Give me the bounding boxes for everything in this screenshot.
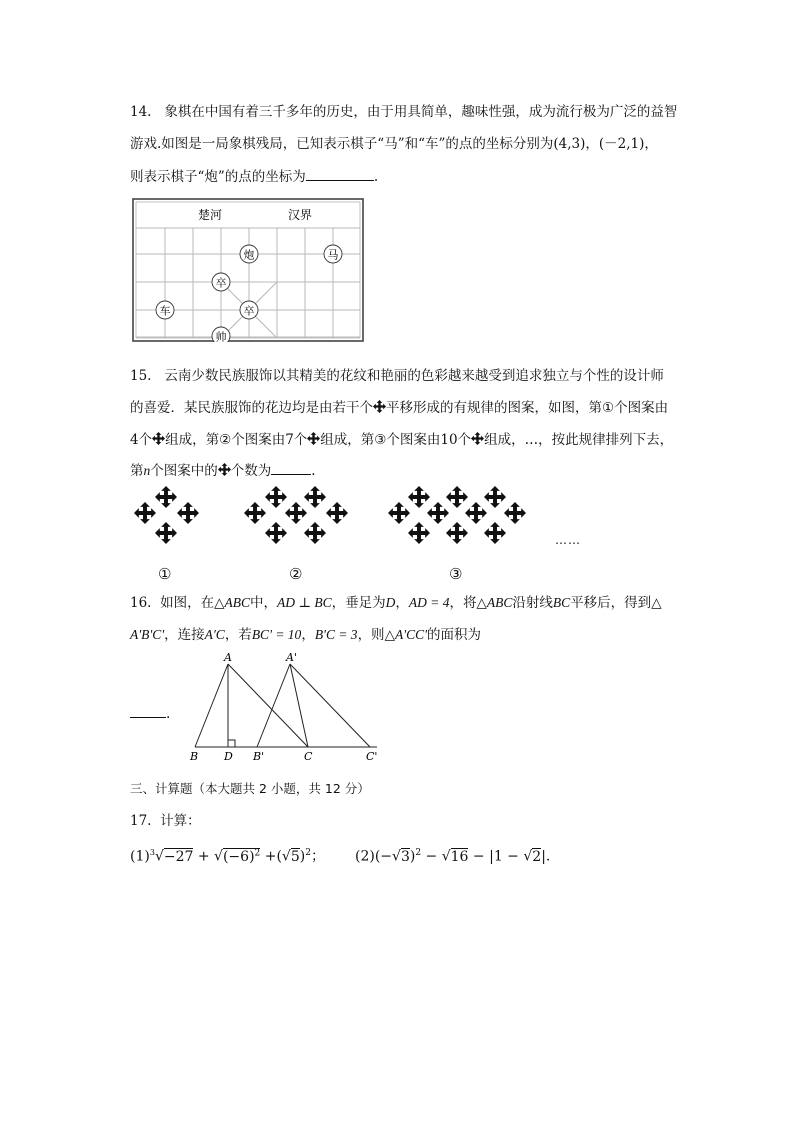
point-A1-label: A' [286,651,297,664]
radical-sign-icon: √ [392,848,401,865]
board-outer-frame [133,199,363,341]
q16-t1a: 如图，在 [160,595,215,611]
flower-icon [471,432,484,445]
point-B1-label: B' [253,750,265,763]
q16-line-1 [130,593,662,613]
q17-p2-label: (2)(− [355,848,393,865]
river-label-left: 楚河 [198,208,223,222]
q15-line-4 [130,460,316,481]
segment-AB [195,664,228,747]
chess-board-figure [132,198,364,342]
q17-p2-end: |. [541,848,551,865]
q17-p1-exp-3: 2 [305,848,311,858]
q16-t1d: 中， [249,595,277,611]
radical-sign-icon: √ [523,848,533,865]
q14-text-2: 游戏.如图是一局象棋残局，已知表示棋子“马”和“车”的点的坐标分别为(4,3)，(－2,1)， [130,136,658,152]
q17-p2-radicand-2: 16 [450,848,469,865]
cube-root-index: 3 [149,848,155,857]
flower-pattern-1 [132,484,204,554]
pattern-label-1: ① [158,565,172,583]
q17-p1-radicand-1: −27 [163,848,194,865]
radical-sign-icon: √ [441,848,451,865]
q16-answer-line [130,703,170,724]
right-angle-mark [228,740,235,747]
flower-icon [152,432,165,445]
q17-part-2 [355,843,550,867]
radical-sign-icon: √ [281,848,291,865]
q16-t2g: B'C = 3 [314,627,358,642]
flower-icon [218,463,231,476]
q16-t2b: ，连接 [164,627,205,643]
q15-text-3a: 4个 [130,432,153,448]
q15-text-1: 云南少数民族服饰以其精美的花纹和艳丽的色彩越来越受到追求独立与个性的设计师 [164,368,664,384]
q16-t2a: A'B'C' [130,627,165,642]
q15-line-1 [130,366,664,386]
q16-t2k: 的面积为 [426,627,481,643]
q15-text-3e: 个图案由10个 [386,432,472,448]
q14-answer-blank[interactable] [306,166,374,181]
q15-line-2 [130,398,668,418]
q17-line-1 [130,811,201,831]
point-B-label: B [190,750,199,763]
q15-text-4b: 个图案中的 [150,463,218,479]
q16-t2e: BC' = 10 [251,627,302,642]
q17-p2-minus: − [421,848,442,865]
q16-t1o: 平移后，得到 [570,595,652,611]
segment-AC [228,664,308,747]
segment-A1C [290,664,308,747]
pattern-label-3: ③ [449,565,463,583]
q15-text-4c: 个数为 [230,463,272,479]
svg-text:卒: 卒 [215,276,227,290]
q14-line-3 [130,166,378,187]
radical-sign-icon: √ [214,848,223,865]
q17-p1-label: (1) [130,848,150,865]
piece-pao [240,245,258,263]
q16-period: . [166,706,171,722]
segment-A1C1 [290,664,370,747]
q17-p2-close: ) [409,848,416,865]
q17-p2-radicand-1: 3 [400,848,410,865]
q17-number: 17. [130,813,152,829]
flower-pattern-2 [240,484,352,554]
point-C1-label: C' [366,750,378,763]
q14-period: . [373,169,379,185]
flower-pattern-3 [384,484,534,554]
q16-line-2 [130,625,481,645]
q14-text-1: 象棋在中国有着三千多年的历史，由于用具简单，趣味性强，成为流行极为广泛的益智 [164,104,678,120]
q16-number: 16. [130,595,152,611]
q16-t2i: △ [384,627,395,643]
q15-text-3b: 组成，第 [165,432,220,448]
q15-text-4a: 第 [130,463,144,479]
q17-p2-abs: − |1 − [468,848,524,865]
q15-text-2b: 平移形成的有规律的图案，如图，第 [386,400,602,416]
flower-icon [373,400,386,413]
segment-A1B1 [257,664,290,747]
q14-line-2 [130,134,658,154]
flower-icon [307,432,320,445]
q16-t1i: AD = 4 [408,595,450,610]
q16-t2h: ，则 [357,627,385,643]
q17-p2-radicand-3: 2 [532,848,542,865]
q16-t1k: △ [476,595,487,611]
variable-n: n [143,463,151,478]
q15-text-2a: 的喜爱．某民族服饰的花边均是由若干个 [130,400,373,416]
q17-p1-exp-2: 2 [254,848,261,858]
q16-t2c: A'C [204,627,225,642]
q17-prompt: 计算： [160,813,201,829]
q15-line-3 [130,430,673,450]
circled-two: ② [219,432,232,448]
q17-p1-plus-2: +( [260,848,282,865]
svg-text:车: 车 [159,304,171,318]
section-3-heading: 三、计算题（本大题共 2 小题，共 12 分） [130,781,370,796]
q15-text-2c: 个图案由 [614,400,669,416]
svg-text:卒: 卒 [243,304,255,318]
q17-p1-plus-1: + [193,848,215,865]
q16-t1c: ABC [224,595,250,610]
q17-p1-radicand-2-text: (−6) [222,848,255,865]
q16-t1h: ， [395,595,409,611]
q15-text-3f: 组成，…，按此规律排列下去， [484,432,674,448]
circled-three: ③ [374,432,387,448]
q17-p1-end: ； [310,848,325,865]
q14-number: 14. [130,104,152,120]
piece-che [156,301,174,319]
q17-part-1 [130,843,325,867]
river-label-right: 汉界 [288,208,313,222]
q16-t2d: ，若 [224,627,252,643]
piece-zu-1 [212,273,230,291]
q15-text-3d: 组成，第 [320,432,375,448]
q16-t1p: △ [651,595,662,611]
q17-p1-close: ) [299,848,306,865]
q15-period: . [311,463,316,479]
point-C-label: C [304,750,313,763]
q14-text-3: 则表示棋子“炮”的点的坐标为 [130,169,306,185]
q16-t1m: 沿射线 [512,595,553,611]
pattern-label-2: ② [289,565,303,583]
triangle-figure [180,650,390,765]
q16-t2f: ， [301,627,315,643]
q17-p1-radicand-2 [223,848,260,865]
svg-text:帅: 帅 [215,330,227,342]
q16-t1g: D [385,595,396,610]
q16-t1f: ，垂足为 [331,595,386,611]
q17-p1-radicand-3: 5 [290,848,300,865]
svg-text:马: 马 [327,248,339,262]
q16-t2j: A'CC' [394,627,427,642]
pattern-ellipsis: …… [555,533,581,547]
q16-t1n: BC [552,595,571,610]
q15-answer-blank[interactable] [271,460,311,475]
q16-t1e: AD ⊥ BC [276,595,332,610]
point-A-label: A [224,651,232,664]
q16-t1l: ABC [486,595,513,610]
q15-text-3c: 个图案由7个 [231,432,308,448]
q16-answer-blank[interactable] [130,703,166,718]
svg-text:炮: 炮 [243,248,255,262]
q15-number: 15. [130,368,152,384]
radical-sign-icon: √ [154,848,164,865]
piece-ma [324,245,342,263]
q17-p2-exp-1: 2 [415,848,422,858]
q14-line-1 [130,102,677,122]
q16-t1b: △ [214,595,225,611]
circled-one: ① [602,400,615,416]
piece-shuai [212,327,230,342]
q16-t1j: ，将 [449,595,477,611]
piece-zu-2 [240,301,258,319]
point-D-label: D [224,750,233,763]
